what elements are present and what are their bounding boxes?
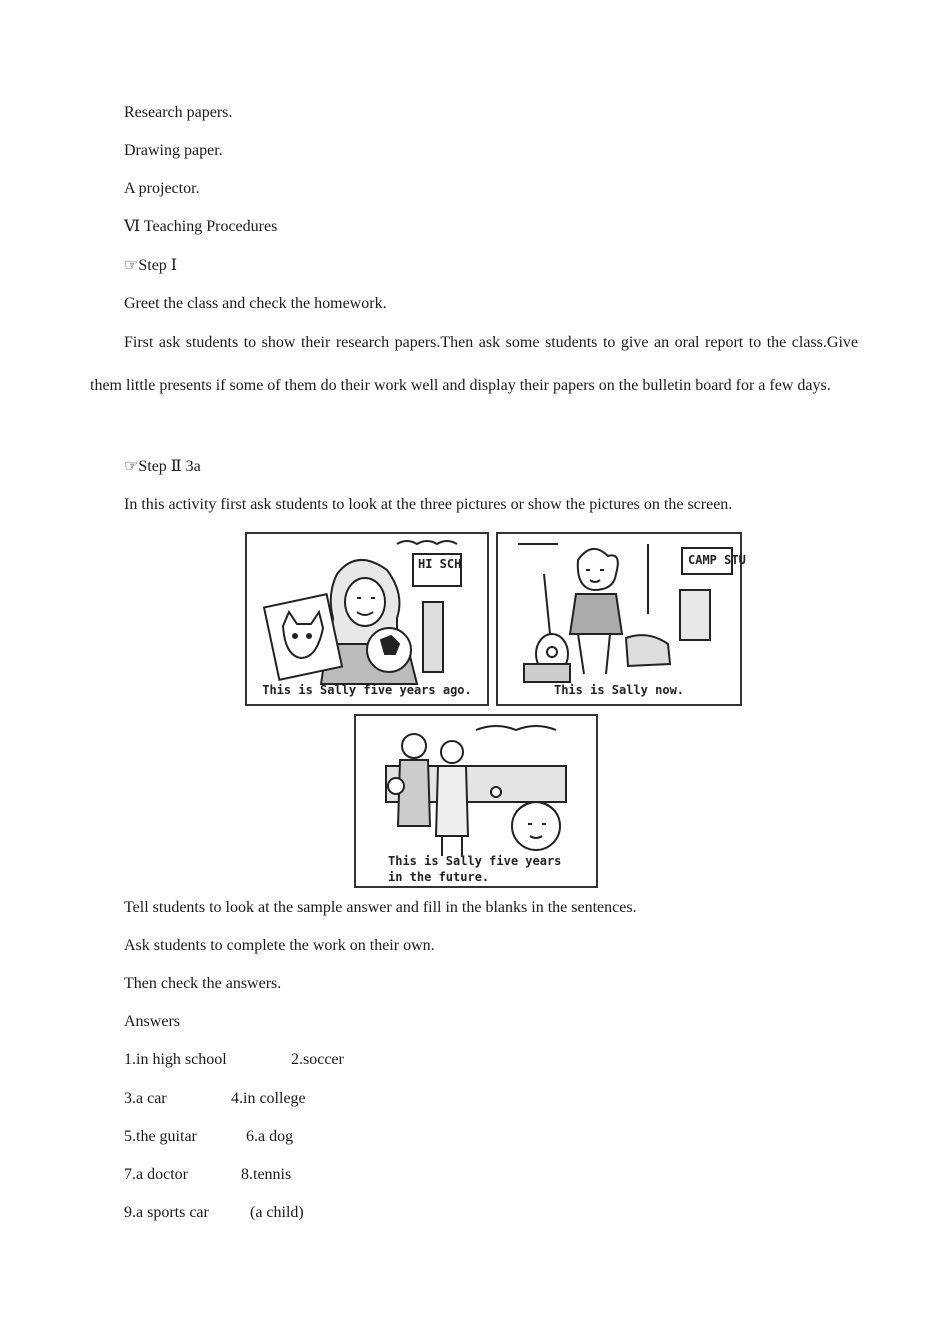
step2-heading: ☞Step Ⅱ 3a <box>124 458 201 475</box>
answer-3: 3.a car <box>124 1090 167 1107</box>
answer-1: 1.in high school <box>124 1051 227 1068</box>
answer-note-child: (a child) <box>250 1204 304 1221</box>
fig2-sign: CAMP STU <box>688 553 746 567</box>
answer-2: 2.soccer <box>291 1051 344 1068</box>
fig1-sign: HI SCH <box>418 557 462 571</box>
step1-heading: ☞Step Ⅰ <box>124 257 178 274</box>
step1-greet: Greet the class and check the homework. <box>124 295 387 312</box>
answer-4: 4.in college <box>231 1090 306 1107</box>
answer-row-4 <box>124 1165 291 1185</box>
answer-7: 7.a doctor <box>124 1166 188 1183</box>
answer-6: 6.a dog <box>246 1128 294 1145</box>
material-drawing-paper: Drawing paper. <box>124 142 223 159</box>
figure-sally-five-years-ago <box>245 532 489 706</box>
material-research-papers: Research papers. <box>124 104 233 121</box>
fig3-caption-line2: in the future. <box>388 870 490 884</box>
answer-9: 9.a sports car <box>124 1204 209 1221</box>
step1-paragraph: First ask students to show their research papers.Then ask some students to give an oral report to the class.Give them little presents if some of them do their work well and display their papers on the bulletin board for a few days. <box>90 334 858 394</box>
step2-intro: In this activity first ask students to look at the three pictures or show the pictures on the screen. <box>124 496 733 513</box>
answer-row-1 <box>124 1050 344 1070</box>
answers-label: Answers <box>124 1013 180 1030</box>
answer-row-2 <box>124 1089 306 1109</box>
answer-row-5 <box>124 1203 304 1223</box>
instruction-sample-answer: Tell students to look at the sample answer and fill in the blanks in the sentences. <box>124 899 637 916</box>
instruction-check-answers: Then check the answers. <box>124 975 282 992</box>
answer-row-3 <box>124 1127 293 1147</box>
fig3-caption-line1: This is Sally five years <box>388 854 562 868</box>
figure-sally-future <box>354 714 598 888</box>
instruction-complete-work: Ask students to complete the work on their own. <box>124 937 435 954</box>
fig2-caption: This is Sally now. <box>553 683 685 697</box>
answer-5: 5.the guitar <box>124 1128 197 1145</box>
section-title: Ⅵ Teaching Procedures <box>124 218 278 235</box>
fig1-caption: This is Sally five years ago. <box>262 683 472 697</box>
answer-8: 8.tennis <box>241 1166 292 1183</box>
figure-sally-now <box>496 532 746 706</box>
material-projector: A projector. <box>124 180 200 197</box>
